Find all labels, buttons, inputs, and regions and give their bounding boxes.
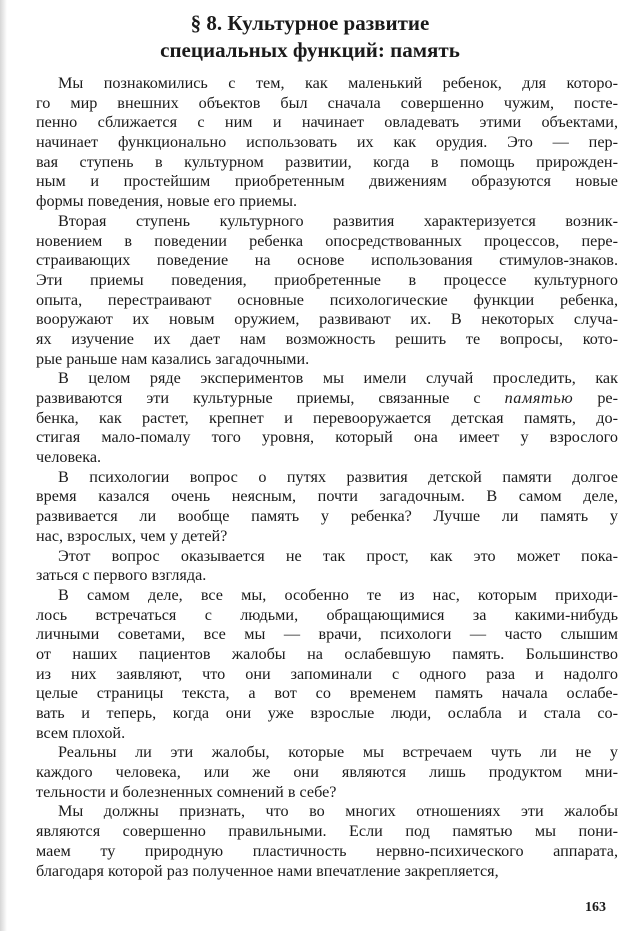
text-line: человека.: [36, 448, 102, 467]
paragraph: [36, 369, 618, 467]
text-line: ным и простейшим приобретенным движениям образуются новые: [36, 172, 618, 191]
paragraph: [36, 586, 618, 744]
text-line: опыта, перестраивают основные психологические функции ребенка,: [36, 290, 618, 309]
text-line: Мы должны признать, что во многих отношениях эти жалобы: [58, 802, 618, 821]
paragraph: [36, 547, 618, 586]
body-text: [36, 74, 618, 881]
text-line: [36, 389, 618, 409]
section-title: [0, 10, 620, 64]
text-line: страивающих поведение на основе использования стимулов-знаков.: [36, 251, 618, 270]
text-line: бенка, как растет, крепнет и перевооружается детская память, до-: [36, 408, 618, 427]
paragraph: [36, 74, 618, 212]
text-line: ях изучение их дает нам возможность решить те вопросы, кото-: [36, 329, 618, 348]
text-line: Реальны ли эти жалобы, которые мы встречаем чуть ли не у: [58, 743, 618, 762]
text-line: Мы познакомились с тем, как маленький ребенок, для которо-: [58, 74, 618, 92]
text-line: каждого человека, или же они являются лишь продуктом мни-: [36, 763, 618, 782]
text-line: маем ту природную пластичность нервно-психического аппарата,: [36, 841, 618, 860]
paragraph: [36, 468, 618, 547]
text-line: пенно сближается с ним и начинает овладевать этими объектами,: [36, 113, 618, 132]
text-line: заться с первого взгляда.: [36, 566, 207, 585]
text-line: личными советами, все мы — врачи, психологи — часто слышим: [36, 625, 618, 644]
text-line: В самом деле, все мы, особенно те из нас, которым приходи-: [58, 585, 618, 604]
paragraph: [36, 802, 618, 881]
text-line: лось встречаться с людьми, обращающимися за какими-нибудь: [36, 605, 618, 624]
text-line: рые раньше нам казались загадочными.: [36, 349, 310, 368]
text-segment: ре-: [573, 389, 618, 407]
text-segment: развиваются эти культурные приемы, связанные с: [36, 389, 505, 407]
section-title-line-1: § 8. Культурное развитие: [190, 11, 430, 35]
text-line: благодаря которой раз полученное нами впечатление закрепляется,: [36, 861, 499, 880]
text-line: вать и теперь, когда они уже взрослые люди, ослабла и стала со-: [36, 704, 618, 722]
page-gutter-shadow: [0, 0, 7, 931]
text-line: вооружают их новым оружием, развивают их. В некоторых случа-: [36, 310, 618, 329]
text-line: от наших пациентов жалобы на ослабевшую память. Большинство: [36, 644, 618, 663]
text-line: нас, взрослых, чем у детей?: [36, 526, 228, 545]
italic-emphasis: памятью: [504, 389, 574, 407]
text-line: В психологии вопрос о путях развития детской памяти долгое: [58, 467, 618, 486]
paragraph: [36, 212, 618, 370]
text-line: новением в поведении ребенка опосредствованных процессов, пере-: [36, 231, 618, 250]
text-line: Этот вопрос оказывается не так прост, как это может пока-: [58, 546, 618, 565]
page-number: 163: [585, 900, 606, 915]
text-line: Эти приемы поведения, приобретенные в процессе культурного: [36, 270, 618, 289]
text-line: время казался очень неясным, почти загадочным. В самом деле,: [36, 487, 618, 506]
text-line: начинает функционально использовать их как орудия. Это — пер-: [36, 133, 618, 152]
text-line: развивается ли вообще память у ребенка? Лучше ли память у: [36, 507, 618, 526]
text-line: стигая мало-помалу того уровня, который она имеет у взрослого: [36, 428, 618, 447]
text-line: вая ступень в культурном развитии, когда в помощь прирожден-: [36, 152, 618, 171]
text-line: Вторая ступень культурного развития характеризуется возник-: [58, 211, 618, 230]
paragraph: [36, 743, 618, 802]
text-line: В целом ряде экспериментов мы имели случай проследить, как: [58, 369, 618, 388]
text-line: целые страницы текста, а вот со временем память начала ослабе-: [36, 684, 618, 703]
text-line: тельности и болезненных сомнений в себе?: [36, 782, 337, 801]
text-line: го мир внешних объектов был сначала совершенно чужим, посте-: [36, 93, 618, 112]
text-line: всем плохой.: [36, 723, 126, 742]
text-line: формы поведения, новые его приемы.: [36, 192, 297, 211]
text-line: являются совершенно правильными. Если под памятью мы пони-: [36, 822, 618, 841]
text-line: из них заявляют, что они запоминали с одного раза и надолго: [36, 664, 618, 683]
section-title-line-2: специальных функций: память: [160, 38, 460, 62]
